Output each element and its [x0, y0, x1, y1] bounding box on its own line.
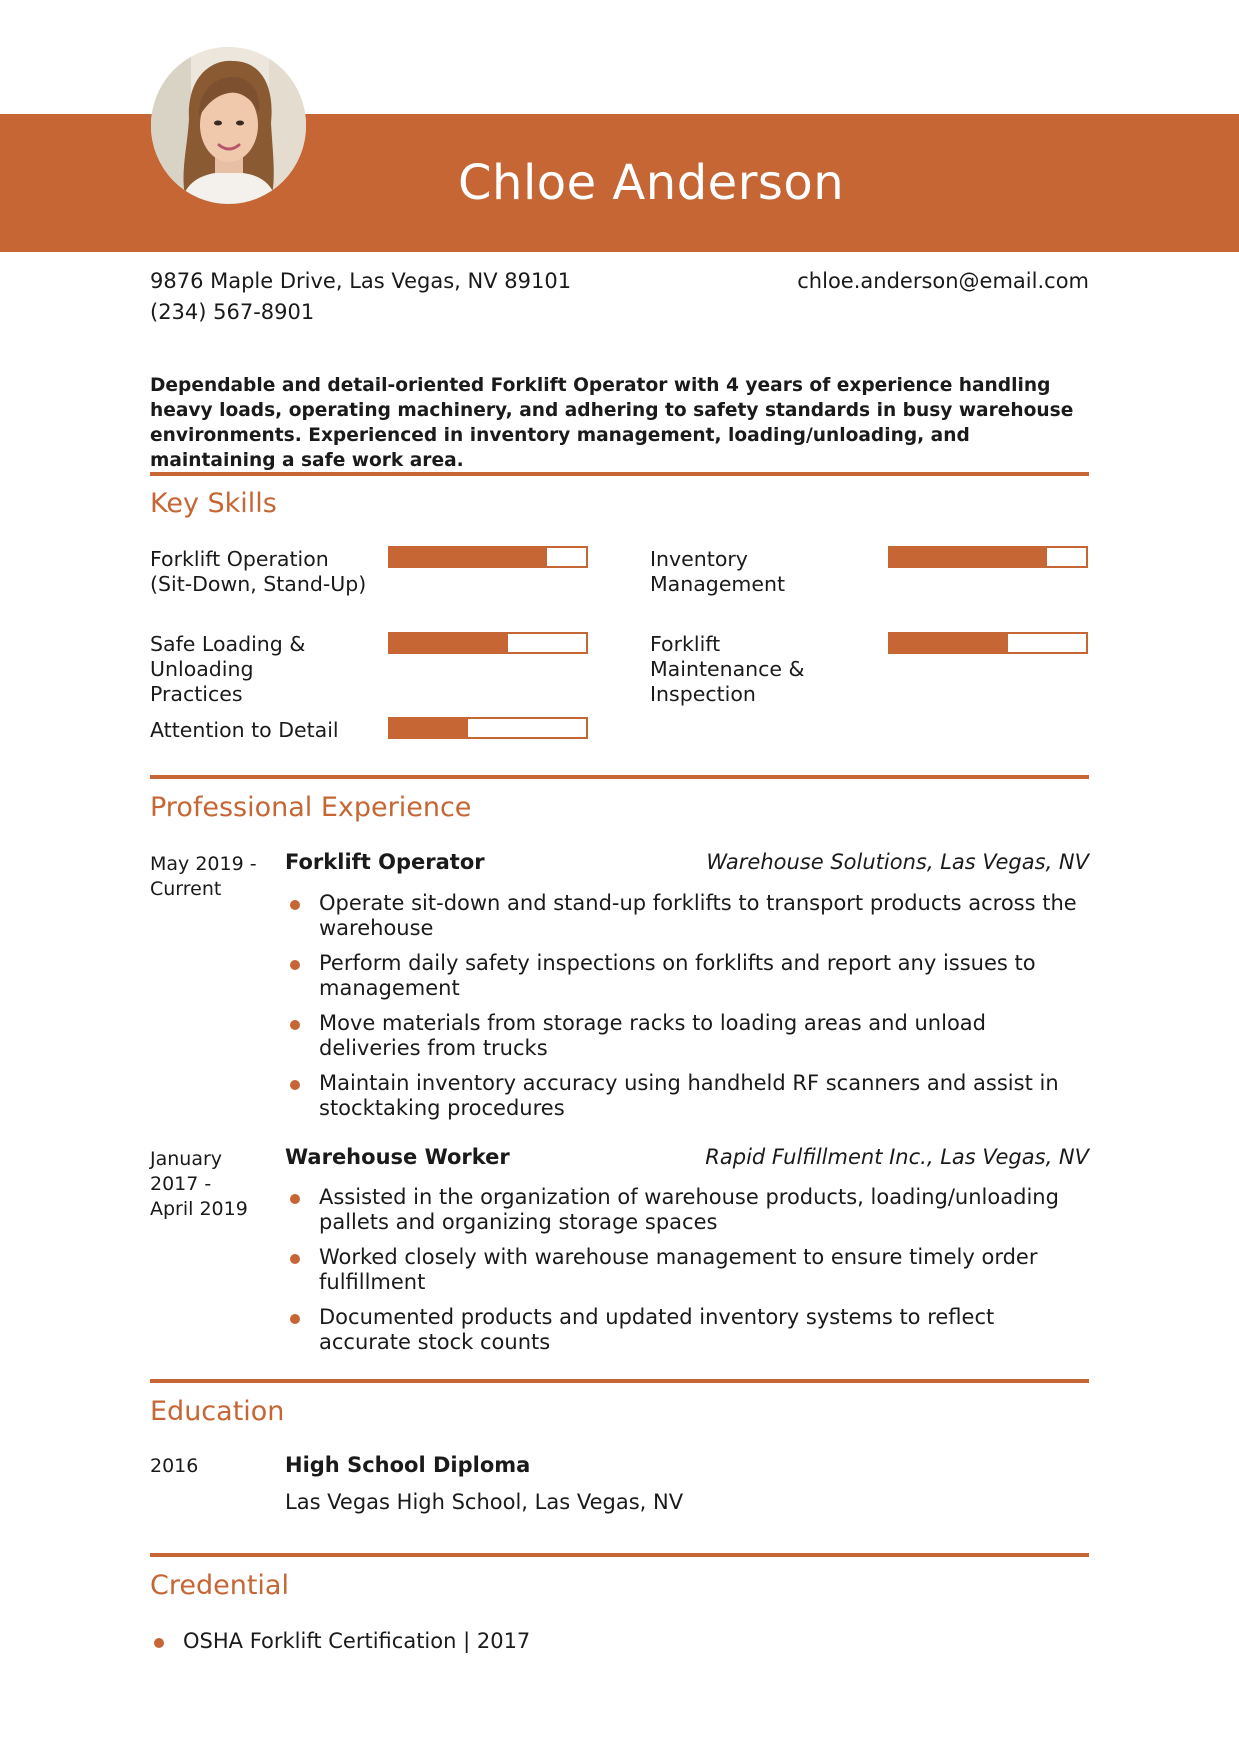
credential-text: OSHA Forklift Certification | 2017 [183, 1629, 531, 1653]
contact-right [797, 266, 1089, 297]
bullet-icon [290, 1194, 300, 1204]
bullet-text: Operate sit-down and stand-up forklifts to transport products across the warehouse [319, 891, 1077, 940]
email[interactable]: chloe.anderson@email.com [797, 269, 1089, 293]
education-year: 2016 [150, 1455, 199, 1477]
job-dates: May 2019 - Current [150, 853, 257, 900]
bullet-icon [290, 1080, 300, 1090]
section-divider [150, 472, 1089, 476]
skill-level-fill [890, 634, 1008, 652]
list-item [285, 891, 1090, 941]
skill-level-bar [388, 632, 588, 654]
bullet-text: Documented products and updated inventory systems to reflect accurate stock counts [319, 1305, 995, 1354]
bullet-icon [290, 1254, 300, 1264]
credential-list [150, 1629, 530, 1654]
bullet-text: Perform daily safety inspections on forklifts and report any issues to management [319, 951, 1036, 1000]
education-school: Las Vegas High School, Las Vegas, NV [285, 1490, 684, 1514]
skill-level-bar [388, 717, 588, 739]
list-item [285, 1305, 1090, 1355]
bullet-icon [290, 1314, 300, 1324]
job-company: Rapid Fulfillment Inc., Las Vegas, NV [705, 1145, 1089, 1169]
bullet-text: Move materials from storage racks to loading areas and unload deliveries from trucks [319, 1011, 986, 1060]
list-item [285, 951, 1090, 1001]
list-item [150, 1629, 530, 1654]
professional-summary: Dependable and detail-oriented Forklift Operator with 4 years of experience handling heavy loads, operating machinery, and adhering to safety standards in busy warehouse environments. Experienced in inventory management, loading/unloading, and maintaining a safe work area. [150, 375, 1074, 471]
skill-label: Forklift Maintenance & Inspection [650, 632, 805, 706]
skill-level-bar [888, 632, 1088, 654]
section-title-skills: Key Skills [150, 488, 277, 519]
profile-photo [151, 47, 306, 204]
bullet-icon [154, 1638, 164, 1648]
job-title: Forklift Operator [285, 850, 485, 874]
section-divider [150, 1379, 1089, 1383]
section-divider [150, 1553, 1089, 1557]
candidate-name: Chloe Anderson [458, 155, 845, 211]
education-degree: High School Diploma [285, 1453, 531, 1477]
skill-label: Safe Loading & Unloading Practices [150, 632, 306, 706]
skill-label: Inventory Management [650, 547, 786, 596]
list-item [285, 1011, 1090, 1061]
skill-level-fill [890, 548, 1047, 566]
contact-left [150, 266, 571, 328]
list-item [285, 1071, 1090, 1121]
skill-level-fill [390, 634, 508, 652]
section-divider [150, 775, 1089, 779]
job-title: Warehouse Worker [285, 1145, 510, 1169]
skill-level-bar [888, 546, 1088, 568]
section-title-credential: Credential [150, 1570, 289, 1601]
skill-level-bar [388, 546, 588, 568]
bullet-text: Assisted in the organization of warehouse products, loading/unloading pallets and organizing storage spaces [319, 1185, 1059, 1234]
profile-photo-image [151, 47, 306, 204]
bullet-text: Worked closely with warehouse management to ensure timely order fulfillment [319, 1245, 1038, 1294]
skill-level-fill [390, 719, 468, 737]
phone: (234) 567-8901 [150, 300, 315, 324]
job-company: Warehouse Solutions, Las Vegas, NV [706, 850, 1089, 874]
address: 9876 Maple Drive, Las Vegas, NV 89101 [150, 269, 572, 293]
skill-label: Attention to Detail [150, 718, 339, 742]
bullet-icon [290, 1020, 300, 1030]
skill-level-fill [390, 548, 547, 566]
job-bullets [285, 891, 1090, 1131]
job-bullets [285, 1185, 1090, 1365]
skill-label: Forklift Operation (Sit-Down, Stand-Up) [150, 547, 367, 596]
section-title-education: Education [150, 1396, 285, 1427]
list-item [285, 1245, 1090, 1295]
bullet-icon [290, 960, 300, 970]
bullet-icon [290, 900, 300, 910]
list-item [285, 1185, 1090, 1235]
job-dates: January 2017 - April 2019 [150, 1148, 248, 1220]
section-title-experience: Professional Experience [150, 792, 472, 823]
bullet-text: Maintain inventory accuracy using handheld RF scanners and assist in stocktaking procedures [319, 1071, 1059, 1120]
